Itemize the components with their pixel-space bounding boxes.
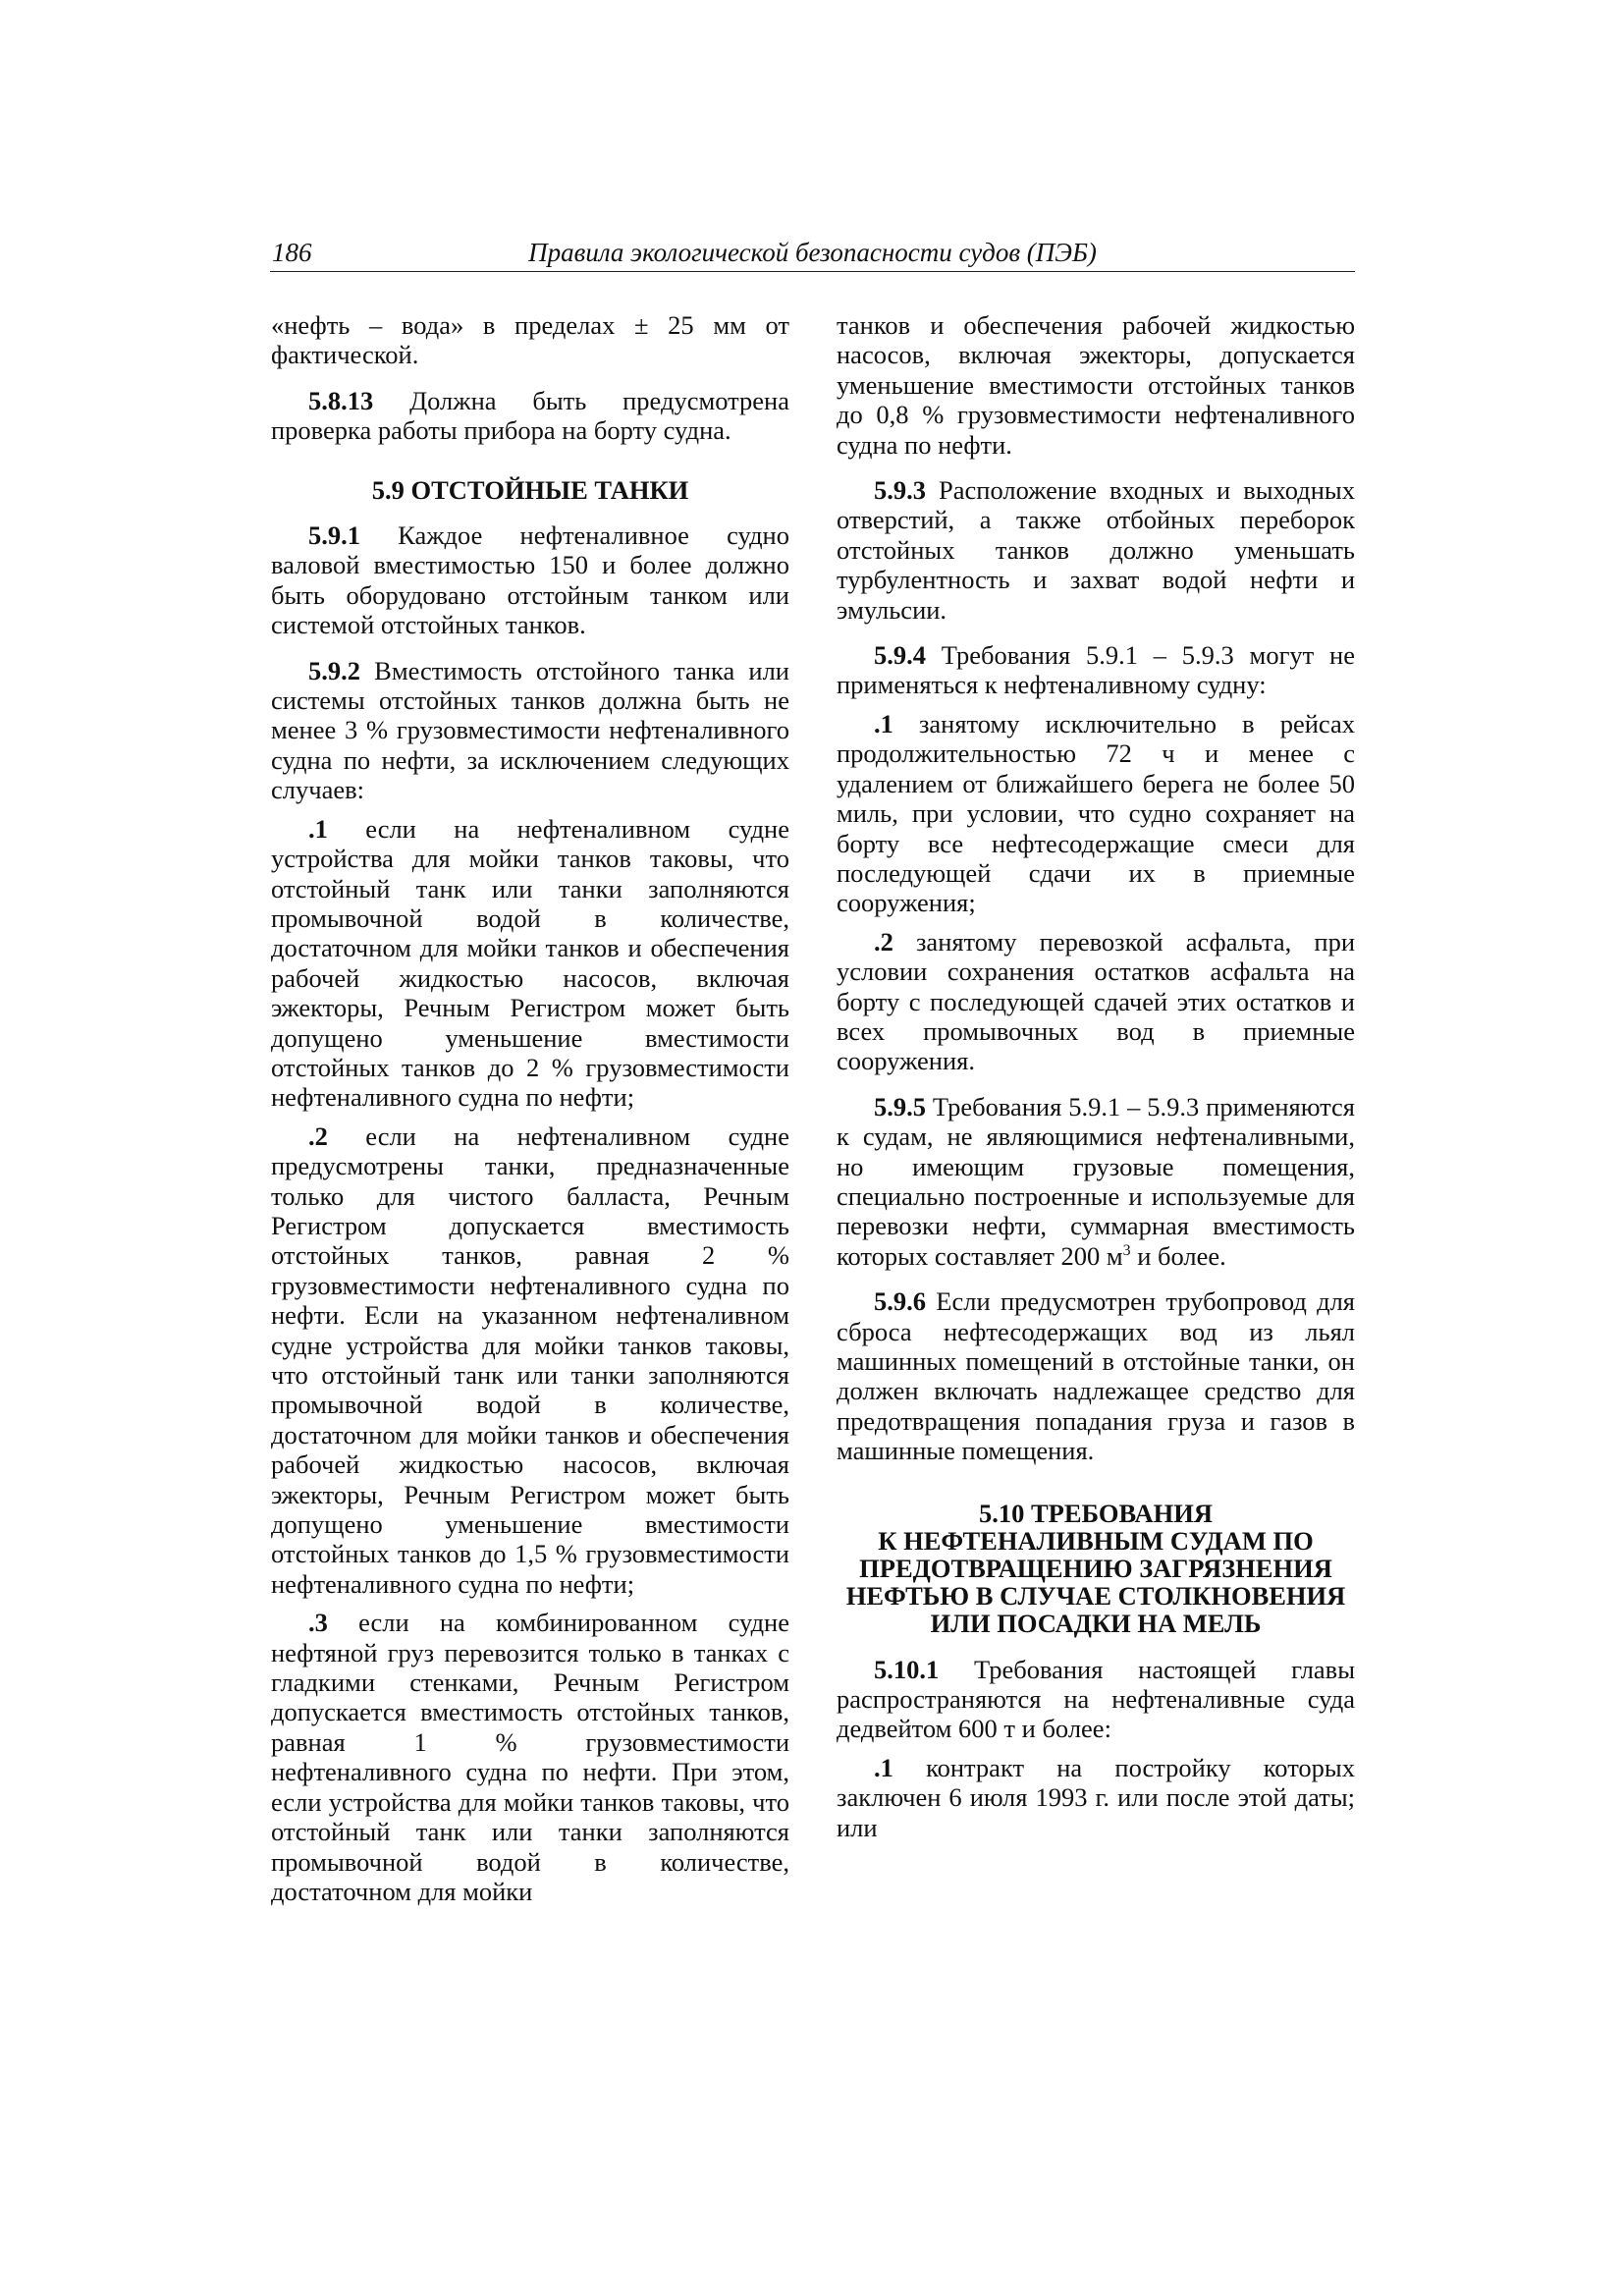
paragraph-5-9-5 xyxy=(837,1092,1355,1271)
item-number: .1 xyxy=(308,813,328,844)
paragraph-5-9-4-2 xyxy=(837,927,1355,1076)
clause-number: 5.10.1 xyxy=(874,1654,940,1684)
item-number: .2 xyxy=(308,1121,328,1151)
item-text: контракт на постройку которых заключен 6 июля 1993 г. или после этой даты; или xyxy=(837,1752,1355,1842)
clause-number: 5.8.13 xyxy=(308,385,374,415)
item-number: .3 xyxy=(308,1608,328,1638)
paragraph-5-10-1-1 xyxy=(837,1753,1355,1842)
item-text: если на нефтеналивном судне устройства для мойки танков таковы, что отстойный танк или танки заполняются промывочной водой в количестве, достаточном для мойки танков и обеспечения рабочей жидкостью насосов, включая эжекторы, Речным Регистром может быть допущено уменьшение вместимости отстойных танков до 2 % грузовместимости нефтеналивного судна по нефти; xyxy=(271,813,789,1113)
section-heading-5-9: 5.9 ОТСТОЙНЫЕ ТАНКИ xyxy=(371,474,689,505)
left-column xyxy=(271,310,789,1906)
item-text: если на комбинированном судне нефтяной груз перевозится только в танках с гладкими стенками, Речным Регистром допускается вместимость отстойных танков, равная 1 % грузовместимости нефтеналивного судна по нефти. При этом, если устройства для мойки танков таковы, что отстойный танк или танки заполняются промывочной водой в количестве, достаточном для мойки xyxy=(271,1608,789,1906)
paragraph-5-9-4 xyxy=(837,640,1355,700)
heading-line: К НЕФТЕНАЛИВНЫМ СУДАМ ПО xyxy=(878,1525,1314,1556)
page-number: 186 xyxy=(272,238,312,267)
clause-text: Каждое нефтеналивное судно валовой вместимостью 150 и более должно быть оборудовано отстойным танком или системой отстойных танков. xyxy=(271,520,789,640)
paragraph-5-10-1 xyxy=(837,1655,1355,1744)
item-text: занятому перевозкой асфальта, при условии сохранения остатков асфальта на борту с последующей сдачей этих остатков и всех промывочных вод в приемные сооружения. xyxy=(837,926,1355,1076)
clause-text: Если предусмотрен трубопровод для сброса нефтесодержащих вод из льял машинных помещений в отстойные танки, он должен включать надлежащее средство для предотвращения попадания груза и газов в машинные помещения. xyxy=(837,1286,1355,1466)
item-text: занятому исключительно в рейсах продолжительностью 72 ч и менее с удалением от ближайшего берега не более 50 миль, при условии, что судно сохраняет на борту все нефтесодержащие смеси для последующей сдачи их в приемные сооружения; xyxy=(837,708,1355,918)
clause-number: 5.9.4 xyxy=(874,640,926,671)
clause-text: Вместимость отстойного танка или системы отстойных танков должна быть не менее 3 % грузовместимости нефтеналивного судна по нефти, за исключением следующих случаев: xyxy=(271,655,789,805)
item-text: если на нефтеналивном судне предусмотрены танки, предназначенные только для чистого балласта, Речным Регистром допускается вместимость отстойных танков, равная 2 % грузовместимости нефтеналивного судна по нефти. Если на указанном нефтеналивном судне устройства для мойки танков таковы, что отстойный танк или танки заполняются промывочной водой в количестве, достаточном для мойки танков и обеспечения рабочей жидкостью насосов, включая эжекторы, Речным Регистром может быть допущено уменьшение вместимости отстойных танков до 1,5 % грузовместимости нефтеналивного судна по нефти; xyxy=(271,1121,789,1599)
clause-text: Должна быть предусмотрена проверка работы прибора на борту судна. xyxy=(271,385,789,446)
clause-text-tail: и более. xyxy=(1130,1240,1226,1271)
heading-line: НЕФТЬЮ В СЛУЧАЕ СТОЛКНОВЕНИЯ xyxy=(845,1580,1346,1611)
clause-number: 5.9.5 xyxy=(874,1091,926,1121)
paragraph-5-9-3 xyxy=(837,475,1355,625)
header-title: Правила экологической безопасности судов (ПЭБ) xyxy=(528,238,1097,267)
paragraph-5-9-6 xyxy=(837,1286,1355,1465)
heading-line: 5.10 ТРЕБОВАНИЯ xyxy=(979,1498,1213,1528)
item-number: .2 xyxy=(874,926,893,957)
paragraph-5-9-2-2 xyxy=(271,1121,789,1600)
running-header xyxy=(270,236,1355,272)
paragraph-continuation: танков и обеспечения рабочей жидкостью насосов, включая эжекторы, допускается уменьшение вместимости отстойных танков до 0,8 % грузовместимости нефтеналивного судна по нефти. xyxy=(837,310,1355,460)
paragraph-5-9-2-3 xyxy=(271,1608,789,1906)
clause-text: Требования 5.9.1 – 5.9.3 могут не применяться к нефтеналивному судну: xyxy=(837,640,1355,700)
clause-text: Требования настоящей главы распространяются на нефтеналивные суда дедвейтом 600 т и более: xyxy=(837,1654,1355,1744)
section-heading-5-10 xyxy=(837,1500,1355,1637)
paragraph-5-8-13 xyxy=(271,386,789,446)
paragraph-5-9-2 xyxy=(271,656,789,805)
clause-number: 5.9.1 xyxy=(308,520,360,551)
paragraph-continuation: «нефть – вода» в пределах ± 25 мм от фактической. xyxy=(271,310,789,370)
right-column xyxy=(837,310,1355,1842)
item-number: .1 xyxy=(874,708,893,738)
clause-text: Требования 5.9.1 – 5.9.3 применяются к судам, не являющимися нефтеналивными, но имеющим грузовые помещения, специально построенные и используемые для перевозки нефти, суммарная вместимость которых составляет 200 м xyxy=(837,1091,1355,1271)
paragraph-5-9-1 xyxy=(271,520,789,640)
clause-number: 5.9.3 xyxy=(874,475,926,506)
item-number: .1 xyxy=(874,1752,893,1782)
heading-line: ПРЕДОТВРАЩЕНИЮ ЗАГРЯЗНЕНИЯ xyxy=(859,1553,1332,1583)
superscript: 3 xyxy=(1122,1241,1131,1259)
paragraph-5-9-4-1 xyxy=(837,709,1355,918)
paragraph-5-9-2-1 xyxy=(271,814,789,1113)
clause-number: 5.9.6 xyxy=(874,1286,926,1317)
clause-number: 5.9.2 xyxy=(308,655,360,685)
heading-line: ИЛИ ПОСАДКИ НА МЕЛЬ xyxy=(930,1608,1262,1638)
clause-text: Расположение входных и выходных отверстий, а также отбойных переборок отстойных танков должно уменьшать турбулентность и захват водой нефти и эмульсии. xyxy=(837,475,1355,625)
